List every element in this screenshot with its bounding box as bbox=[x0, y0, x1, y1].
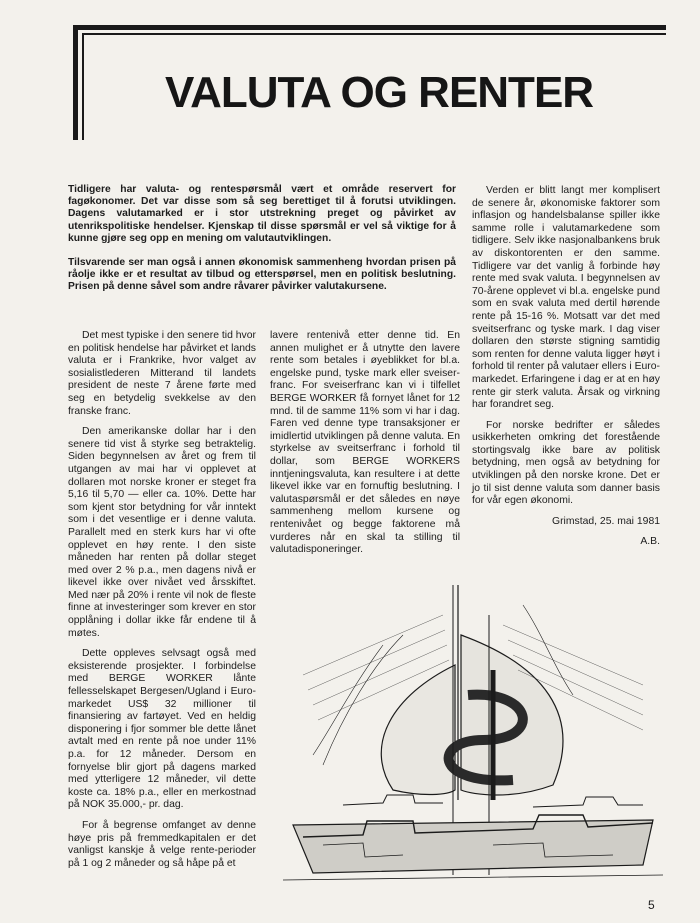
header-rule-left-inner bbox=[82, 33, 84, 140]
place-date: Grimstad, 25. mai 1981 bbox=[552, 515, 660, 527]
author-initials: A.B. bbox=[640, 536, 660, 548]
column-2 bbox=[270, 330, 460, 565]
column-1-paragraph: Dette oppleves selvsagt også med eksisterende prosjekter. I forbindelse med BERGE WORKER lånte fellesselskapet Bergesen/Ugland i Euro-markedet US$ 32 millioner til finansiering av fartøyet. Ved en heldig disponering i fjor sommer ble dette lånet avtalt med en rente på noe under 11% p.a. for 12 måneder. Dersom en fornyelse blir gjort på dagens marked med ytterligere 12 måneder, vil dette koste ca. 18% p.a., eller en merkostnad på NOK 35.000,- pr. dag. bbox=[68, 648, 256, 811]
page-number: 5 bbox=[648, 898, 655, 912]
intro-paragraph-1: Tidligere har valuta- og rentespørsmål vært et område reservert for fagøkonomer. Det var disse som så seg berettiget til å forutsi utviklingen. Dagens valutamarked er i stor utstrekning preget og påvirket av utenrikspolitiske hendelser. Kjenskap til disse spørsmål er vel så viktige for å kunne gjøre seg opp en mening om valutautviklingen. bbox=[68, 184, 456, 244]
intro-paragraph-2: Tilsvarende ser man også i annen økonomisk sammenheng hvordan prisen på råolje ikke er et resultat av tilbud og etterspørsel, men en politisk beslutning. Prisen på denne såvel som andre råvarer påvirker valutakursene. bbox=[68, 257, 456, 293]
column-1-paragraph: Den amerikanske dollar har i den senere tid vist å styrke seg betraktelig. Siden begynnelsen av året og frem til utgangen av mai har vi opplevet at dollaren mot norske kroner er steget fra 5,16 til 5,70 — eller ca. 10%. Dette har som kjent stor betydning for vår inntekt som i det vesentlige er i denne valuta. Parallelt med en sterk kurs har vi ofte opplevet en høy rente. I den siste måneden har renten på dollar steget med over 2 % p.a., men dagens nivå er likevel ikke over nivået ved årsskiftet. Med nær på 20% i rente vil nok de fleste finne at investeringer som krever en stor opplåning i dollar ikke får endene til å møtes. bbox=[68, 426, 256, 639]
column-3 bbox=[472, 185, 660, 557]
sailing-ship-dollar-sail-icon bbox=[283, 575, 663, 895]
header-rule-top-inner bbox=[82, 33, 666, 35]
column-1-paragraph: For å begrense omfanget av denne høye pris på fremmedkapitalen er det vanligst kanskje å velge rente-perioder på 1 og 2 måneder og så håpe på et bbox=[68, 819, 256, 869]
column-3-paragraph: For norske bedrifter er således usikkerheten omkring det forestående stortingsvalg ikke bare av politisk betydning, men også av betydning for utviklingen på den norske krone. Det er jo til sist denne valuta som danner basis for vår egen økonomi. bbox=[472, 419, 660, 507]
column-1 bbox=[68, 330, 256, 878]
header-rule-top bbox=[73, 25, 666, 30]
column-2-paragraph: lavere rentenivå etter denne tid. En annen mulighet er å utnytte den lavere rente som betales i øyeblikket for bl.a. engelske pund, tyske mark eller sveiser-franc. For sveiserfranc kan vi i tilfellet BERGE WORKER få fornyet lånet for 12 mnd. til de samme 11% som vi har i dag. Faren ved denne type transaksjoner er imidlertid utviklingen på denne valuta. En styrkelse av sveitserfranc i forhold til dollar, som BERGE WORKERS inntjeningsvaluta, kan resultere i at dette likevel ikke var en fornuftig beslutning. I valutaspørsmål er det således en nøye sammenheng mellom kursene og rentenivået og begge faktorene må vurderes når en skal ta stilling til valutadisponeringer. bbox=[270, 330, 460, 556]
header-rule-left bbox=[73, 25, 78, 140]
column-3-paragraph: Verden er blitt langt mer komplisert de senere år, økonomiske faktorer som inflasjon og handelsbalanse spiller ikke samme rolle i valutamarkedene som tidligere. Selv ikke nasjonalbankens bruk av diskontorenten er den samme. Tidligere var det vanlig å forbinde høy rente med svak valuta. I begynnelsen av 70-årene opplevet vi bl.a. engelske pund som en svak valuta med dertil hørende rente på 15-16 %. Motsatt var det med sveitserfranc og tyske mark. I dag viser dollaren den største stigning samtidig som renten for denne valuta ligger høyt i forhold til renter på valutaer ellers i Euro-markedet. Erfaringene i dag er at en høy rente gir sterk valuta. Årsak og virkning har forandret seg. bbox=[472, 185, 660, 411]
page-title: VALUTA OG RENTER bbox=[165, 68, 594, 117]
column-1-paragraph: Det mest typiske i den senere tid hvor en politisk hendelse har påvirket et lands valuta er i Frankrike, hvor valget av sosialistlederen Mitterand til landets president de neste 7 årene førte med seg en betydelig svekkelse av den franske franc. bbox=[68, 330, 256, 417]
